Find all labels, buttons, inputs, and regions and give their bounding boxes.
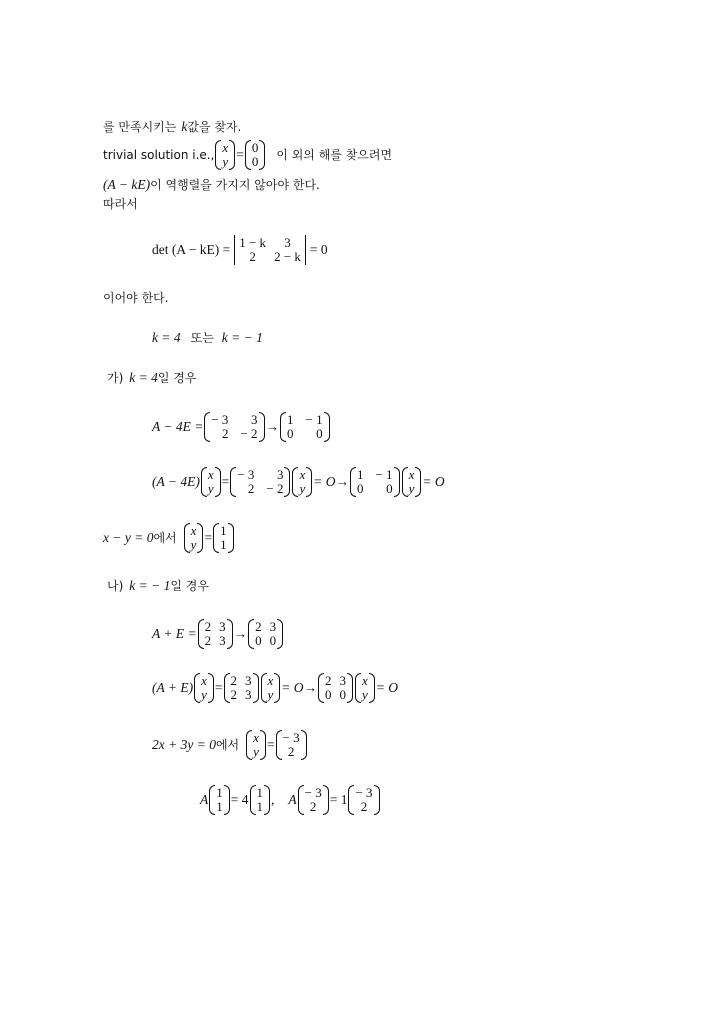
- case1-post: 일 경우: [157, 370, 197, 385]
- equals-O: = O: [375, 680, 399, 696]
- line5-text: 이어야 한다.: [103, 291, 169, 305]
- line1-k: k: [181, 119, 188, 134]
- roots-line: [152, 331, 263, 345]
- xy-vector: x y: [194, 673, 214, 703]
- case1-matrix-3: − 3 3 2 − 2: [230, 467, 290, 497]
- xy-vector: x y: [261, 673, 281, 703]
- equals-sign: =: [236, 147, 244, 163]
- arrow: →: [265, 419, 280, 435]
- equals-sign: =: [204, 530, 213, 546]
- equals-O: = O: [281, 680, 304, 696]
- case1-cond: x − y = 0: [103, 530, 154, 546]
- text-line-1: [103, 120, 241, 134]
- arrow: →: [303, 680, 318, 696]
- xy-vector: x y: [402, 467, 422, 497]
- arrow: →: [335, 474, 349, 490]
- case1-equation-2: [152, 467, 445, 497]
- case2-eq1-lhs: A + E =: [152, 626, 197, 642]
- case1-heading: [107, 371, 196, 385]
- line2-pre: trivial solution i.e.,: [103, 148, 215, 162]
- line3-expr: (A − kE): [103, 177, 151, 192]
- case1-label: 가): [107, 370, 124, 385]
- equals-sign: =: [266, 737, 275, 753]
- eigenvector-2: − 3 2: [298, 785, 329, 815]
- matrix-A: A: [200, 792, 209, 808]
- line2-post: 이 외의 해를 찾으려면: [276, 148, 393, 162]
- case1-eq2-lhs: (A − 4E): [152, 474, 200, 490]
- comma: ,: [271, 792, 275, 808]
- det-matrix: 1 − k 3 2 2 − k: [231, 235, 309, 265]
- case1-equation-1: [152, 412, 331, 442]
- case2-equation-2: [152, 673, 398, 703]
- line3-post: 이 역행렬을 가지지 않아야 한다.: [150, 177, 320, 192]
- case1-matrix-1: − 3 3 2 − 2: [204, 412, 264, 442]
- xy-vector: x y: [355, 673, 375, 703]
- line4-text: 따라서: [103, 197, 138, 211]
- case2-cond-post: 에서: [215, 738, 240, 752]
- equals-sign: =: [214, 680, 223, 696]
- case2-matrix-3: 2 3 2 3: [224, 673, 259, 703]
- case1-matrix-2: 1 − 1 0 0: [280, 412, 330, 442]
- equals-sign: =: [221, 474, 230, 490]
- case2-matrix-2: 2 3 0 0: [248, 619, 283, 649]
- eigenvalue-2: = 1: [329, 792, 348, 808]
- root-a: k = 4: [152, 330, 181, 345]
- case1-k: k = 4: [129, 370, 158, 385]
- det-lhs: det (A − kE) =: [152, 242, 231, 258]
- arrow: →: [233, 626, 248, 642]
- case2-cond: 2x + 3y = 0: [152, 737, 216, 753]
- case2-equation-1: [152, 619, 284, 649]
- determinant-equation: [152, 235, 328, 265]
- case1-matrix-4: 1 − 1 0 0: [350, 467, 400, 497]
- xy-vector: x y: [184, 523, 204, 553]
- eigenvector-2-rhs: − 3 2: [348, 785, 379, 815]
- eigenvector-1-rhs: 1 1: [250, 785, 271, 815]
- xy-vector: x y: [201, 467, 221, 497]
- zero-vector: 0 0: [245, 140, 266, 170]
- eigenvalue-1: = 4: [230, 792, 249, 808]
- line1-post: 값을 찾자.: [187, 119, 242, 134]
- case2-matrix-4: 2 3 0 0: [318, 673, 353, 703]
- xy-vector: x y: [246, 730, 266, 760]
- root-b: k = − 1: [221, 330, 263, 345]
- case1-cond-post: 에서: [153, 531, 177, 545]
- case1-solution: [103, 523, 235, 553]
- det-rhs: = 0: [309, 242, 328, 258]
- equals-O: = O: [313, 474, 336, 490]
- case2-eq2-lhs: (A + E): [152, 680, 194, 696]
- case2-post: 일 경우: [170, 578, 209, 593]
- eigenvector-1: 1 1: [209, 785, 230, 815]
- case1-eq1-lhs: A − 4E =: [152, 419, 204, 435]
- eigen-relations: [200, 785, 381, 815]
- roots-mid: 또는: [190, 330, 214, 345]
- text-line-5: [103, 292, 169, 304]
- case2-solution-vector: − 3 2: [276, 730, 307, 760]
- text-line-2: [103, 140, 392, 170]
- xy-vector: x y: [215, 140, 235, 170]
- equals-O: = O: [422, 474, 445, 490]
- case2-k: k = − 1: [129, 578, 171, 593]
- line1-pre: 를 만족시키는: [103, 119, 177, 134]
- matrix-A: A: [288, 792, 297, 808]
- case2-solution: [152, 730, 308, 760]
- text-line-4: [103, 198, 138, 210]
- case1-solution-vector: 1 1: [213, 523, 234, 553]
- xy-vector: x y: [292, 467, 312, 497]
- case2-heading: [107, 579, 209, 593]
- text-line-3: [103, 178, 320, 192]
- case2-matrix-1: 2 3 2 3: [198, 619, 233, 649]
- case2-label: 나): [107, 578, 124, 593]
